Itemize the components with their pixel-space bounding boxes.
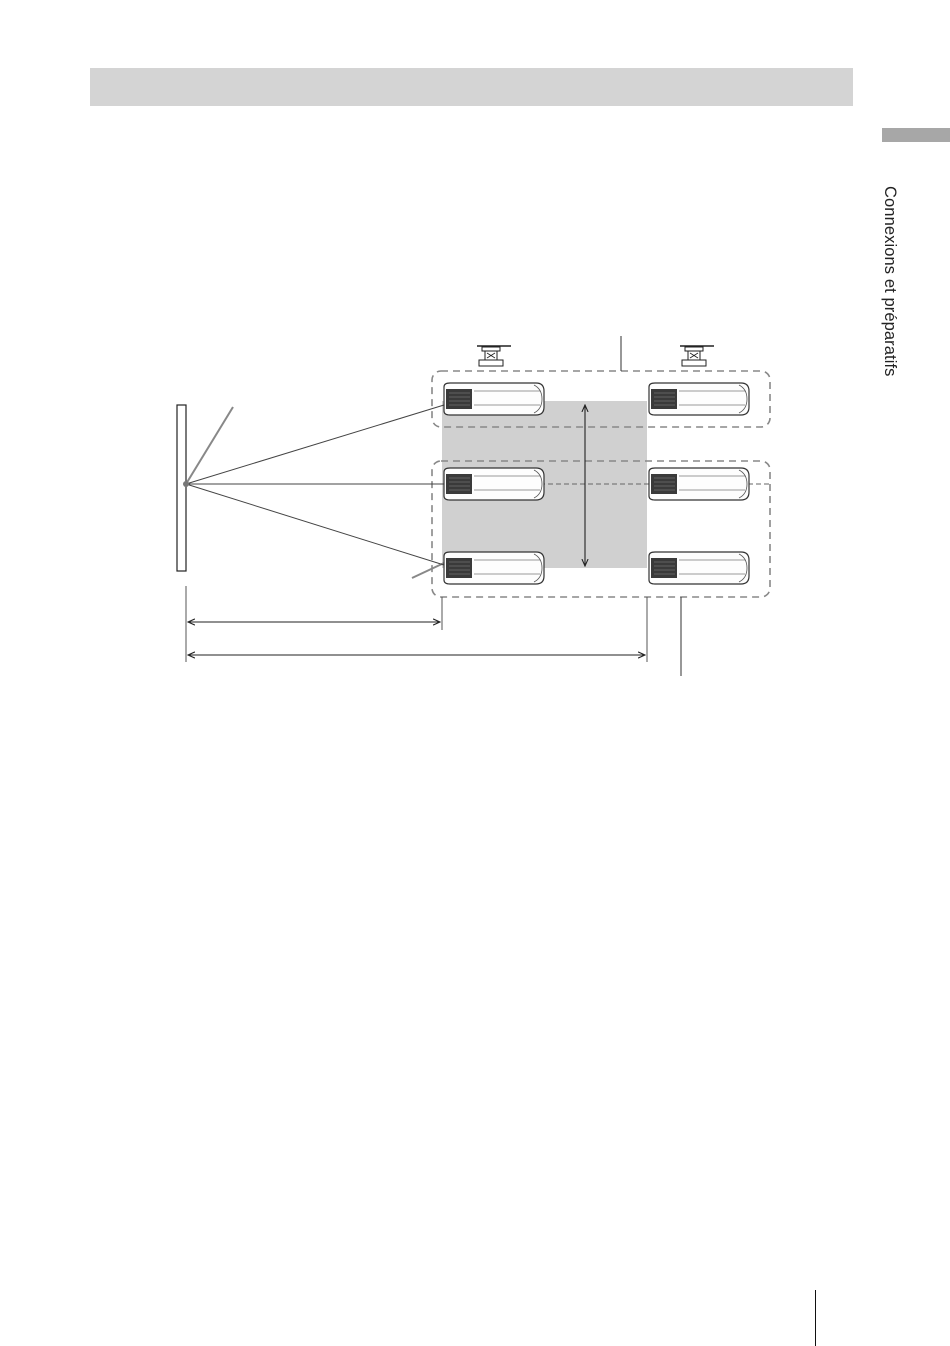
projection-line-bottom [186, 484, 444, 565]
section-tab-label: Connexions et préparatifs [881, 186, 899, 377]
ceiling-mount-right [680, 346, 714, 366]
screen-centre-dot [183, 481, 189, 487]
projection-screen [177, 405, 186, 571]
projector-ceiling-near [444, 383, 544, 415]
projector-ceiling-far [649, 383, 749, 415]
leader-line-screen-centre [186, 407, 233, 484]
projector-floor-far-top [649, 468, 749, 500]
projector-floor-near-top [444, 468, 544, 500]
projector-floor-near-bottom [444, 552, 544, 584]
leader-line-lens-centre [412, 563, 444, 578]
projection-line-top [186, 405, 444, 484]
ceiling-mount-left [477, 346, 511, 366]
projector-floor-far-bottom [649, 552, 749, 584]
